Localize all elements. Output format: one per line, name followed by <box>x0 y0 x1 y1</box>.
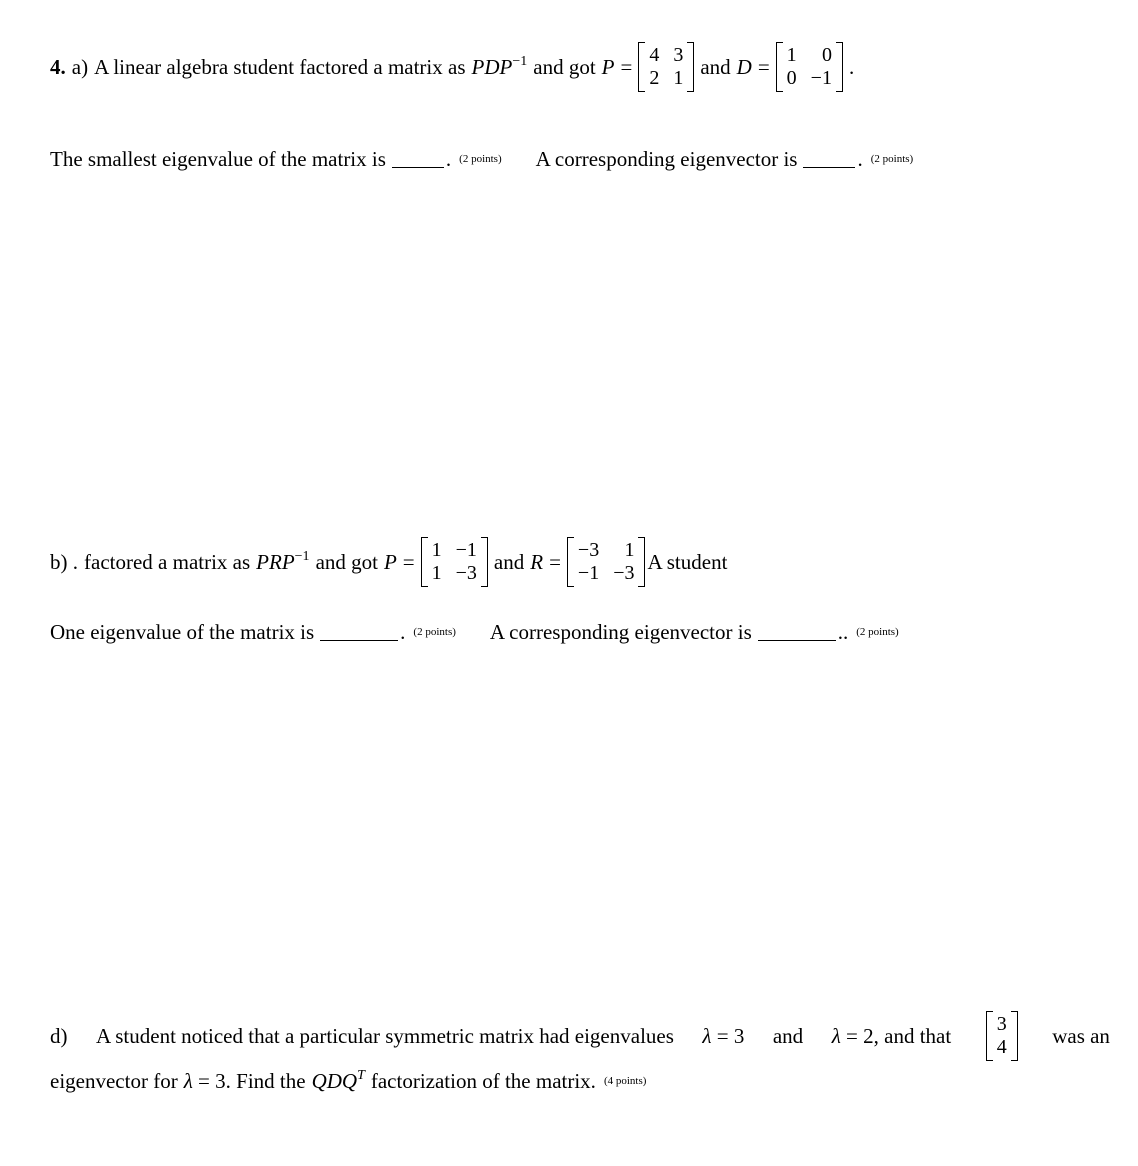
eigenvector-matrix <box>986 1011 1018 1061</box>
matrix-entry: 0 <box>786 67 797 89</box>
points-label: (4 points) <box>603 1075 647 1087</box>
question-eigenvector: A corresponding eigenvector is <box>489 619 752 644</box>
lambda-eq-3: λ = 3 <box>702 1023 745 1048</box>
answer-blank[interactable] <box>320 624 398 641</box>
matrix-entry: −3 <box>455 562 477 584</box>
d-symbol: D <box>736 54 752 79</box>
question-eigenvalue: One eigenvalue of the matrix is <box>50 619 315 644</box>
matrix-d <box>776 42 843 92</box>
matrix-r <box>567 537 646 587</box>
question-eigenvector: A corresponding eigenvector is <box>535 146 798 171</box>
and-text: and <box>493 549 525 574</box>
part-a-text: A linear algebra student factored a matrix as <box>94 54 466 79</box>
equals-sign: = <box>549 549 561 574</box>
and-text: and <box>772 1023 804 1048</box>
matrix-entry: 1 <box>673 67 684 89</box>
factorization-pdp: $PDP^{-1}$ <box>471 53 528 79</box>
question-smallest-eigenvalue: The smallest eigenvalue of the matrix is <box>50 146 386 171</box>
points-label: (2 points) <box>459 153 502 165</box>
matrix-entry: 1 <box>431 539 442 561</box>
answer-blank[interactable] <box>392 151 444 168</box>
and-text: and <box>700 54 731 79</box>
factorization-qdqt: $QDQ^T$ <box>311 1067 365 1093</box>
matrix-entry: 4 <box>649 44 660 66</box>
factorization-prp: $PRP^{-1}$ <box>256 548 310 574</box>
equals-sign: = <box>620 54 633 79</box>
part-b-text: factored a matrix as <box>84 549 251 574</box>
part-d-label: d) <box>50 1023 68 1048</box>
part-a-statement <box>50 42 854 92</box>
part-d-text: A student noticed that a particular symmetric matrix had eigenvalues <box>96 1023 674 1048</box>
matrix-entry: 1 <box>431 562 442 584</box>
part-b-statement <box>50 537 727 587</box>
points-label: (2 points) <box>856 626 899 638</box>
equals-sign: = <box>402 549 415 574</box>
matrix-entry: 3 <box>673 44 684 66</box>
r-symbol: R <box>530 549 544 574</box>
answer-blank[interactable] <box>803 151 855 168</box>
period: . <box>848 54 855 79</box>
part-b-label: b) . <box>50 549 78 574</box>
and-got-text: and got <box>315 549 378 574</box>
points-label: (2 points) <box>870 153 914 165</box>
matrix-entry: 1 <box>786 44 797 66</box>
matrix-entry: −1 <box>810 67 832 89</box>
part-b-questions: One eigenvalue of the matrix is . (2 points) A corresponding eigenvector is .. (2 points) <box>50 619 899 644</box>
points-label: (2 points) <box>413 626 456 638</box>
lambda-eq-2: λ = 2, and that <box>831 1023 952 1048</box>
matrix-entry: −1 <box>455 539 477 561</box>
vector-entry: 3 <box>996 1013 1007 1035</box>
and-got-text: and got <box>533 54 596 79</box>
equals-sign: = <box>757 54 770 79</box>
matrix-entry: 1 <box>624 539 635 561</box>
matrix-p <box>638 42 694 92</box>
was-an-text: was an <box>1052 1023 1110 1048</box>
part-a-label: a) <box>71 54 89 79</box>
part-d-question: eigenvector for λ = 3 . Find the $QDQ^T$ factorization of the matrix. (4 points) <box>50 1067 647 1093</box>
problem-number: 4. <box>50 54 66 79</box>
matrix-entry: −1 <box>577 562 600 584</box>
part-a-questions: The smallest eigenvalue of the matrix is . (2 points) A corresponding eigenvector is . (2 points) <box>50 146 914 171</box>
matrix-entry: −3 <box>577 539 600 561</box>
matrix-entry: −3 <box>613 562 635 584</box>
vector-entry: 4 <box>996 1036 1007 1058</box>
matrix-entry: 0 <box>821 44 832 66</box>
p-symbol: P <box>601 54 615 79</box>
answer-blank[interactable] <box>758 624 836 641</box>
part-d-statement <box>50 1005 1110 1067</box>
matrix-entry: 2 <box>649 67 660 89</box>
trailing-text: A student <box>647 549 728 574</box>
p-symbol: P <box>383 549 397 574</box>
matrix-p <box>421 537 488 587</box>
lambda-eq-3: λ = 3 <box>183 1068 226 1093</box>
